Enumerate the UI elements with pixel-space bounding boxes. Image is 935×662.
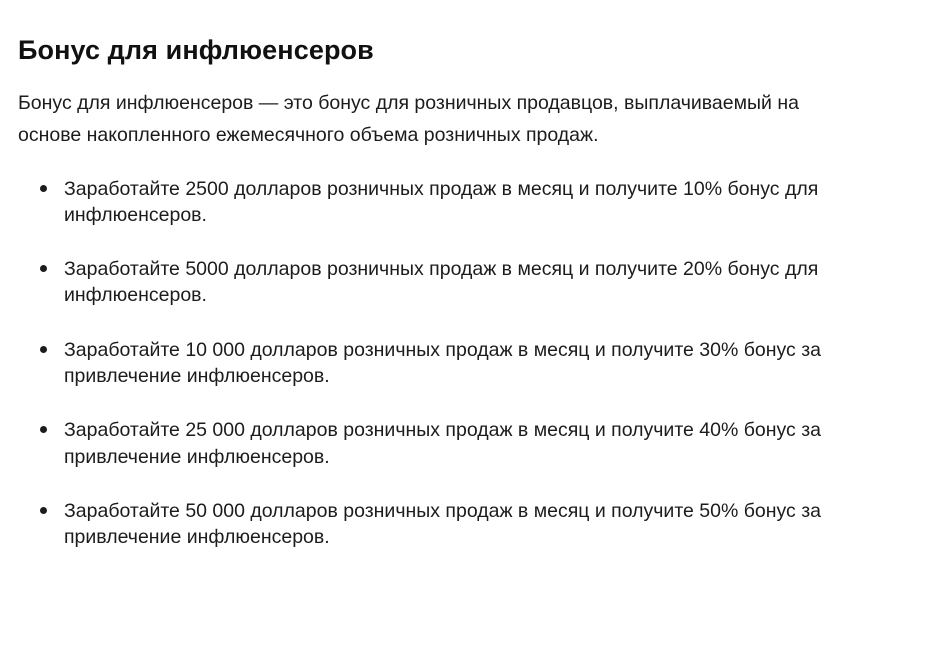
list-item: [18, 337, 895, 390]
page-title: Бонус для инфлюенсеров: [18, 35, 374, 65]
list-item-text: Заработайте 50 000 долларов розничных продаж в месяц и получите 50% бонус за привлечение инфлюенсеров.: [64, 500, 822, 549]
bullet-icon: [40, 265, 47, 272]
list-item-text: Заработайте 2500 долларов розничных продаж в месяц и получите 10% бонус для инфлюенсеров.: [64, 177, 819, 226]
list-item-text: Заработайте 10 000 долларов розничных продаж в месяц и получите 30% бонус за привлечение инфлюенсеров.: [64, 338, 822, 388]
bonus-tier-list: [18, 176, 895, 551]
list-item: [18, 176, 895, 229]
list-item-text: Заработайте 5000 долларов розничных продаж в месяц и получите 20% бонус для инфлюенсеров.: [64, 258, 819, 307]
intro-paragraph: Бонус для инфлюенсеров — это бонус для розничных продавцов, выплачиваемый на основе накопленного ежемесячного объема розничных продаж.: [18, 92, 799, 146]
bullet-icon: [40, 507, 47, 514]
list-item: [18, 256, 895, 309]
bullet-icon: [40, 426, 47, 433]
list-item: [18, 498, 895, 551]
bullet-icon: [40, 346, 47, 353]
list-item-text: Заработайте 25 000 долларов розничных продаж в месяц и получите 40% бонус за привлечение инфлюенсеров.: [64, 419, 822, 468]
list-item: [18, 417, 895, 470]
bullet-icon: [40, 185, 47, 192]
